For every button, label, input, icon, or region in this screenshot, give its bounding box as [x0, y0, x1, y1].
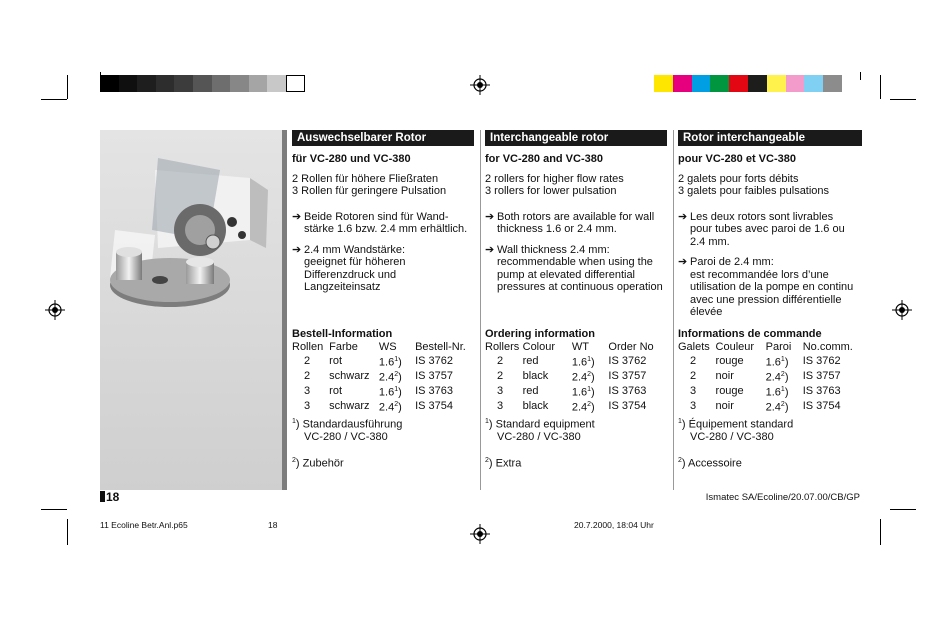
- wall-thickness: 2.4: [765, 371, 781, 384]
- table-cell: [766, 354, 803, 369]
- footnote-mark: 1: [485, 418, 489, 425]
- gray-swatch: [174, 75, 193, 92]
- table-header-cell: Bestell-Nr.: [415, 341, 466, 353]
- process-swatch: [823, 75, 842, 92]
- table-cell: IS 3762: [415, 354, 453, 367]
- registration-mark-icon: [470, 524, 490, 544]
- paren: ): [681, 418, 689, 431]
- footnote-mark: 1: [780, 385, 785, 393]
- slug-file: 11 Ecoline Betr.Anl.p65: [100, 520, 188, 530]
- table-cell: [379, 354, 415, 369]
- order-table: [678, 341, 862, 414]
- product-photo: [100, 130, 282, 490]
- arrow-right-icon: ➔: [292, 243, 302, 256]
- wall-thickness: 2.4: [571, 371, 588, 384]
- intro-line: 3 Rollen für geringere Pulsation: [292, 185, 447, 197]
- table-header-cell: Paroi: [765, 341, 792, 353]
- table-cell: IS 3754: [608, 400, 647, 413]
- section-subtitle: for VC-280 and VC-380: [485, 153, 603, 165]
- footnote-2: [485, 455, 521, 470]
- order-table: [292, 341, 474, 414]
- process-swatch: [767, 75, 786, 92]
- table-cell: schwarz: [329, 369, 370, 382]
- table-header-cell: WT: [571, 341, 589, 353]
- footnote-1: [678, 416, 793, 444]
- table-header-cell: Farbe: [329, 341, 358, 353]
- wall-thickness: 2.4: [378, 401, 395, 414]
- paren: ): [681, 457, 689, 470]
- wall-thickness: 1.6: [378, 386, 395, 399]
- crop-mark: [41, 509, 67, 510]
- intro-line: 2 rollers for higher flow rates: [485, 172, 624, 185]
- bullet-line: Both rotors are available for wall: [497, 210, 655, 223]
- table-cell: red: [522, 354, 539, 367]
- bullet-line: utilisation de la pompe en continu: [690, 281, 854, 293]
- section-header: Interchangeable rotor: [485, 130, 667, 146]
- section-header: Auswechselbarer Rotor: [292, 130, 474, 146]
- footnote-mark: 2: [394, 400, 399, 408]
- arrow-right-icon: ➔: [678, 210, 688, 223]
- bullet-line: avec une pression différentielle: [690, 293, 842, 306]
- intro-line: 2 galets pour forts débits: [678, 172, 799, 185]
- footnote-line: [485, 416, 595, 431]
- process-swatch: [654, 75, 673, 92]
- wall-thickness: 2.4: [378, 371, 395, 384]
- table-header-cell: Couleur: [715, 341, 755, 353]
- table-cell: IS 3763: [415, 385, 453, 398]
- bullet-item: [678, 211, 862, 249]
- gray-swatch: [156, 75, 175, 92]
- paren: ): [295, 418, 303, 431]
- footnote-text: Équipement standard: [688, 418, 794, 431]
- paren: ): [784, 401, 789, 414]
- table-cell: 2: [497, 369, 504, 382]
- table-cell: [766, 399, 803, 414]
- table-cell: black: [522, 400, 549, 413]
- table-header-cell: No.comm.: [802, 341, 853, 353]
- column-divider: [673, 130, 674, 490]
- bullet-line: recommendable when using the: [497, 256, 653, 268]
- bullet-line: Beide Rotoren sind für Wand-: [304, 210, 449, 223]
- footnote-text: Standard equipment: [495, 418, 595, 431]
- intro-line: 3 rollers for lower pulsation: [485, 185, 617, 197]
- slug-date: 20.7.2000, 18:04 Uhr: [574, 520, 654, 530]
- table-cell: 2: [497, 354, 504, 367]
- bullet-line: Les deux rotors sont livrables: [690, 210, 834, 223]
- bullet-line: geeignet für höheren: [304, 256, 406, 268]
- pump-illustration: [100, 130, 282, 490]
- wall-thickness: 1.6: [571, 356, 588, 369]
- table-row: [678, 384, 862, 399]
- table-cell: 3: [497, 400, 504, 413]
- table-cell: IS 3762: [802, 354, 841, 367]
- process-swatch: [786, 75, 805, 92]
- table-row: [485, 384, 667, 399]
- table-row: [485, 354, 667, 369]
- bullet-line: stärke 1.6 bzw. 2.4 mm erhältlich.: [304, 223, 468, 235]
- table-cell: [572, 384, 609, 399]
- table-cell: schwarz: [329, 400, 370, 413]
- footnote-line: VC-280 / VC-380: [304, 431, 388, 444]
- footnote-mark: 1: [292, 418, 296, 425]
- table-cell: red: [522, 385, 539, 398]
- wall-thickness: 1.6: [571, 386, 588, 399]
- paren: ): [784, 356, 789, 369]
- paren: ): [398, 401, 402, 414]
- column-french: [678, 130, 862, 470]
- gray-swatch: [100, 75, 119, 92]
- table-cell: [766, 384, 803, 399]
- bullet-line: Wall thickness 2.4 mm:: [497, 243, 610, 256]
- table-cell: [572, 399, 609, 414]
- table-header-cell: Galets: [678, 341, 710, 353]
- page-number: [100, 490, 119, 504]
- table-row: [292, 354, 474, 369]
- paren: ): [591, 356, 595, 369]
- table-header-cell: Rollen: [292, 341, 324, 353]
- footnote-2: [678, 455, 742, 470]
- bullet-line: pump at elevated differential: [497, 268, 635, 281]
- gray-swatch: [137, 75, 156, 92]
- registration-mark-icon: [892, 300, 912, 320]
- wall-thickness: 2.4: [765, 401, 781, 414]
- footnote-text: Standardausführung: [302, 418, 403, 431]
- table-cell: [572, 369, 609, 384]
- table-row: [485, 369, 667, 384]
- table-row: [678, 369, 862, 384]
- crop-mark: [860, 72, 861, 80]
- table-cell: noir: [715, 369, 734, 382]
- table-row: [485, 399, 667, 414]
- table-cell: [766, 369, 803, 384]
- bullet-item: [485, 244, 667, 294]
- table-cell: 2: [690, 354, 697, 367]
- order-title: Bestell-Information: [292, 328, 393, 340]
- intro-line: 2 Rollen für höhere Fließraten: [292, 172, 439, 185]
- gray-swatch: [249, 75, 268, 92]
- bullet-line: pressures at continuous operation: [497, 281, 663, 293]
- bullet-item: [485, 211, 667, 236]
- bullet-line: élevée: [690, 306, 723, 318]
- registration-mark-icon: [470, 75, 490, 95]
- footnote-1: [292, 416, 402, 444]
- footnote-line: VC-280 / VC-380: [497, 431, 581, 444]
- table-header-cell: Order No: [608, 341, 654, 353]
- order-title: Ordering information: [485, 328, 595, 340]
- table-row: [678, 354, 862, 369]
- crop-mark: [880, 75, 881, 99]
- arrow-right-icon: ➔: [292, 210, 302, 223]
- registration-mark-icon: [45, 300, 65, 320]
- footnote-mark: 1: [394, 355, 399, 363]
- bullet-line: thickness 1.6 or 2.4 mm.: [497, 223, 617, 235]
- table-cell: 3: [690, 400, 697, 413]
- table-cell: 3: [497, 385, 504, 398]
- gray-swatch: [286, 75, 305, 92]
- wall-thickness: 1.6: [765, 356, 781, 369]
- intro-text: [485, 173, 667, 198]
- table-cell: IS 3754: [415, 400, 453, 413]
- footnote-mark: 2: [394, 370, 399, 378]
- order-title: Informations de commande: [678, 328, 822, 340]
- gray-swatch: [212, 75, 231, 92]
- table-cell: IS 3757: [608, 369, 647, 382]
- table-header-cell: Colour: [522, 341, 556, 353]
- arrow-right-icon: ➔: [678, 256, 688, 268]
- table-cell: IS 3757: [802, 369, 841, 382]
- table-cell: IS 3763: [802, 385, 841, 398]
- crop-mark: [41, 99, 67, 100]
- footnote-mark: 2: [780, 400, 785, 408]
- footnote-mark: 1: [780, 355, 785, 363]
- paren: ): [784, 371, 789, 384]
- section-subtitle: für VC-280 und VC-380: [292, 153, 411, 165]
- table-row: [292, 399, 474, 414]
- table-cell: 3: [304, 400, 311, 413]
- table-cell: [572, 354, 609, 369]
- paren: ): [398, 386, 402, 399]
- paren: ): [398, 356, 402, 369]
- table-cell: rouge: [715, 385, 744, 398]
- table-row: [292, 369, 474, 384]
- table-cell: 2: [304, 354, 311, 367]
- bullet-item: [292, 244, 474, 294]
- footnote-mark: 2: [780, 370, 785, 378]
- table-cell: 3: [304, 385, 311, 398]
- bullet-line: Differenzdruck und: [304, 268, 397, 281]
- crop-mark: [67, 75, 68, 99]
- column-separator-bar: [282, 130, 287, 490]
- process-swatch: [804, 75, 823, 92]
- process-swatch: [729, 75, 748, 92]
- footnote-line: [292, 416, 402, 431]
- slug-page: 18: [268, 520, 278, 530]
- table-cell: IS 3762: [608, 354, 647, 367]
- gray-swatch: [193, 75, 212, 92]
- table-cell: noir: [715, 400, 734, 413]
- gray-swatch: [267, 75, 286, 92]
- paren: ): [488, 418, 496, 431]
- paren: ): [591, 401, 595, 414]
- table-cell: rot: [329, 354, 343, 367]
- process-swatch: [692, 75, 711, 92]
- footnote-mark: 2: [587, 400, 592, 408]
- table-cell: 2: [304, 369, 311, 382]
- paren: ): [591, 386, 595, 399]
- footnote-mark: 2: [485, 457, 489, 464]
- intro-text: [678, 173, 862, 198]
- bullet-item: [292, 211, 474, 236]
- intro-text: [292, 173, 474, 198]
- footnote-text: Extra: [495, 457, 522, 470]
- paren: ): [591, 371, 595, 384]
- footnote-text: Zubehör: [302, 457, 344, 470]
- crop-mark: [67, 519, 68, 545]
- crop-mark: [890, 509, 916, 510]
- gray-swatch: [119, 75, 138, 92]
- table-cell: IS 3757: [415, 369, 453, 382]
- bullet-item: [678, 256, 862, 319]
- wall-thickness: 2.4: [571, 401, 588, 414]
- table-cell: black: [522, 369, 549, 382]
- arrow-right-icon: ➔: [485, 243, 495, 256]
- wall-thickness: 1.6: [378, 356, 395, 369]
- footnote-1: [485, 416, 595, 444]
- bullet-line: est recommandée lors d’une: [690, 268, 829, 281]
- table-header-row: [678, 341, 862, 354]
- footnote-text: Accessoire: [688, 457, 742, 470]
- section-subtitle: pour VC-280 et VC-380: [678, 153, 796, 165]
- intro-line: 3 galets pour faibles pulsations: [678, 185, 830, 197]
- paren: ): [398, 371, 402, 384]
- paren: ): [784, 386, 789, 399]
- crop-mark: [880, 519, 881, 545]
- footnote-mark: 1: [587, 385, 592, 393]
- footnote-mark: 1: [678, 418, 682, 425]
- crop-mark: [890, 99, 916, 100]
- footnote-2: [292, 455, 344, 470]
- table-header-row: [485, 341, 667, 354]
- table-cell: IS 3754: [802, 400, 841, 413]
- table-header-cell: Rollers: [485, 341, 520, 353]
- order-table: [485, 341, 667, 414]
- column-divider: [480, 130, 481, 490]
- table-cell: IS 3763: [608, 385, 647, 398]
- wall-thickness: 1.6: [765, 386, 781, 399]
- page-number-marker: [100, 491, 105, 502]
- table-header-row: [292, 341, 474, 354]
- page-number-text: 18: [106, 490, 120, 504]
- table-cell: [379, 399, 415, 414]
- column-english: [485, 130, 667, 470]
- table-cell: [379, 384, 415, 399]
- process-swatch: [710, 75, 729, 92]
- table-cell: [379, 369, 415, 384]
- table-row: [292, 384, 474, 399]
- footnote-mark: 2: [292, 457, 296, 464]
- footer-credit: Ismatec SA/Ecoline/20.07.00/CB/GP: [705, 492, 860, 503]
- footnote-line: VC-280 / VC-380: [690, 431, 774, 444]
- table-cell: 3: [690, 385, 697, 398]
- bullet-line: 2.4 mm.: [690, 235, 730, 248]
- table-cell: rouge: [715, 354, 744, 367]
- footnote-mark: 2: [678, 457, 682, 464]
- table-header-cell: WS: [378, 341, 397, 353]
- paren: ): [488, 457, 496, 470]
- bullet-line: Langzeiteinsatz: [304, 281, 381, 293]
- table-row: [678, 399, 862, 414]
- paren: ): [295, 457, 303, 470]
- table-cell: rot: [329, 385, 343, 398]
- gray-swatch: [230, 75, 249, 92]
- footnote-mark: 2: [587, 370, 592, 378]
- process-swatch: [673, 75, 692, 92]
- footnote-line: [678, 416, 793, 431]
- footnote-mark: 1: [394, 385, 399, 393]
- table-cell: 2: [690, 369, 697, 382]
- column-german: [292, 130, 474, 470]
- arrow-right-icon: ➔: [485, 210, 495, 223]
- bullet-line: pour tubes avec paroi de 1.6 ou: [690, 223, 845, 235]
- bullet-line: Paroi de 2.4 mm:: [690, 256, 774, 268]
- footnote-mark: 1: [587, 355, 592, 363]
- bullet-line: 2.4 mm Wandstärke:: [304, 243, 406, 256]
- section-header: Rotor interchangeable: [678, 130, 862, 146]
- process-swatch: [748, 75, 767, 92]
